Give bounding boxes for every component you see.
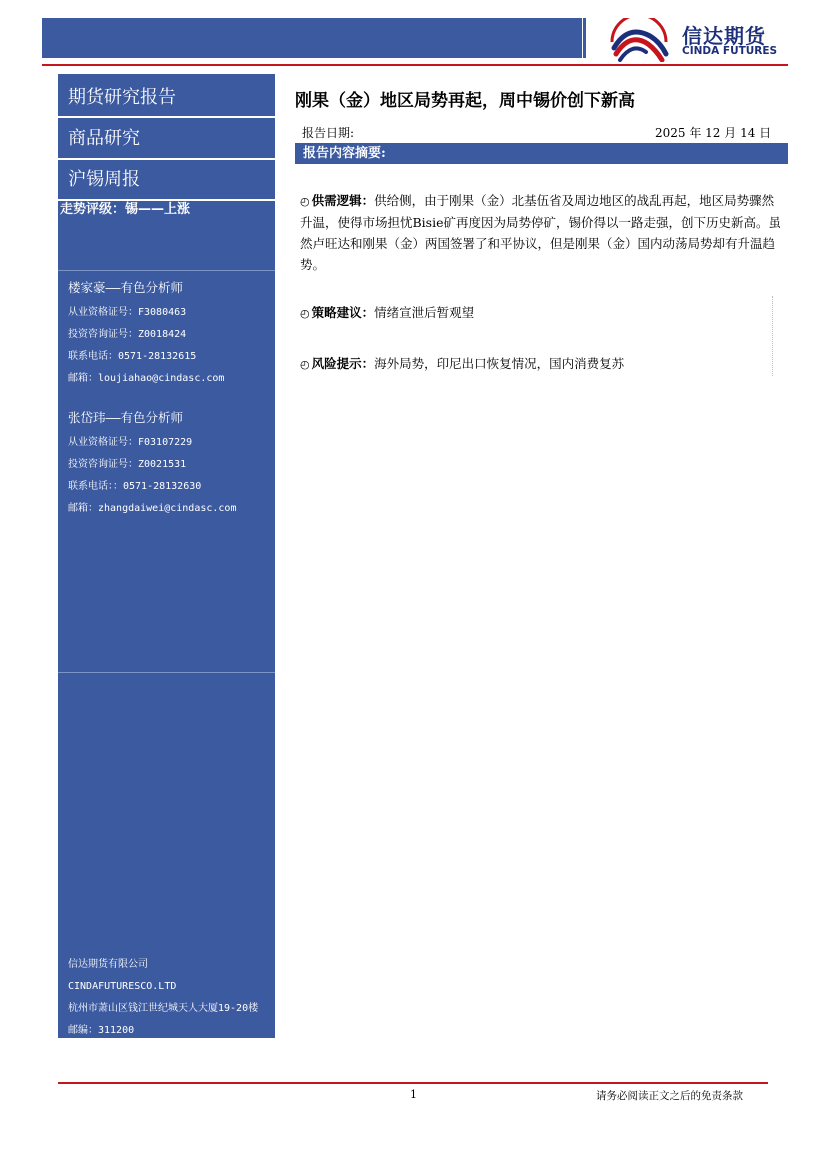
logo-english-name: CINDA FUTURES [682,45,778,57]
sidebar-divider [58,199,275,201]
analyst-license: 从业资格证号：F3080463 [68,307,187,318]
header-divider [42,64,788,66]
analyst-advisory-license: 投资咨询证号：Z0021531 [68,459,187,470]
analyst-name: 张岱玮——有色分析师 [68,410,184,425]
company-address: 杭州市萧山区钱江世纪城天人大厦19-20楼 [68,1003,259,1014]
sidebar-thin-divider [58,672,275,673]
clock-bullet-icon: ◴ [300,307,310,320]
section-text: 供给侧，由于刚果（金）北基伍省及周边地区的战乱再起，地区局势骤然升温，使得市场担忧Bisie矿再度因为局势停矿，锡价得以一路走强，创下历史新高。虽然卢旺达和刚果（金）两国签署了和平协议，但是刚果（金）国内动荡局势却有升温趋势。 [300,193,781,272]
summary-section-supply-demand [300,190,784,275]
company-postcode: 邮编：311200 [68,1025,135,1036]
company-name-en: CINDAFUTURESCO.LTD [68,981,177,992]
analyst-email: 邮箱：zhangdaiwei@cindasc.com [68,503,237,514]
company-info [68,954,258,1042]
summary-heading: 报告内容摘要: [295,143,788,164]
clock-bullet-icon: ◴ [300,195,310,208]
margin-dotted-rule [772,296,773,376]
sidebar-title-report-name: 沪锡周报 [68,169,140,190]
sidebar [58,74,275,1038]
analyst-card [68,408,236,520]
clock-bullet-icon: ◴ [300,358,310,371]
analyst-license: 从业资格证号：F03107229 [68,437,193,448]
company-name-cn: 信达期货有限公司 [68,959,148,970]
page-number: 1 [410,1088,417,1101]
section-label: 策略建议： [311,305,375,320]
header-bar [42,18,582,58]
section-label: 供需逻辑： [311,193,375,208]
summary-section-risk [300,353,784,375]
disclaimer-notice: 请务必阅读正文之后的免责条款 [596,1090,743,1102]
report-date-label: 报告日期: [302,126,355,140]
analyst-name: 楼家豪——有色分析师 [68,280,184,295]
analyst-advisory-license: 投资咨询证号：Z0018424 [68,329,187,340]
logo-chinese-name: 信达期货 [682,24,766,48]
sidebar-title-report-type: 期货研究报告 [68,87,176,108]
report-date: 2025 年 12 月 14 日 [655,126,772,140]
analyst-phone: 联系电话：：0571-28132630 [68,481,202,492]
report-title: 刚果（金）地区局势再起，周中锡价创下新高 [295,91,635,111]
cinda-logo [606,18,788,62]
section-text: 情绪宣泄后暂观望 [374,305,475,320]
analyst-card [68,278,224,390]
sidebar-title-category: 商品研究 [68,128,140,149]
header-bar-end [583,18,586,58]
analyst-email: 邮箱：loujiahao@cindasc.com [68,373,225,384]
sidebar-divider [58,116,275,118]
section-text: 海外局势，印尼出口恢复情况，国内消费复苏 [374,356,625,371]
section-label: 风险提示： [311,356,375,371]
sidebar-thin-divider [58,270,275,271]
trend-rating: 走势评级：锡——上涨 [60,202,191,217]
cinda-logo-icon [606,18,672,62]
analyst-phone: 联系电话：0571-28132615 [68,351,197,362]
summary-section-strategy [300,302,784,324]
footer-divider [58,1082,768,1084]
